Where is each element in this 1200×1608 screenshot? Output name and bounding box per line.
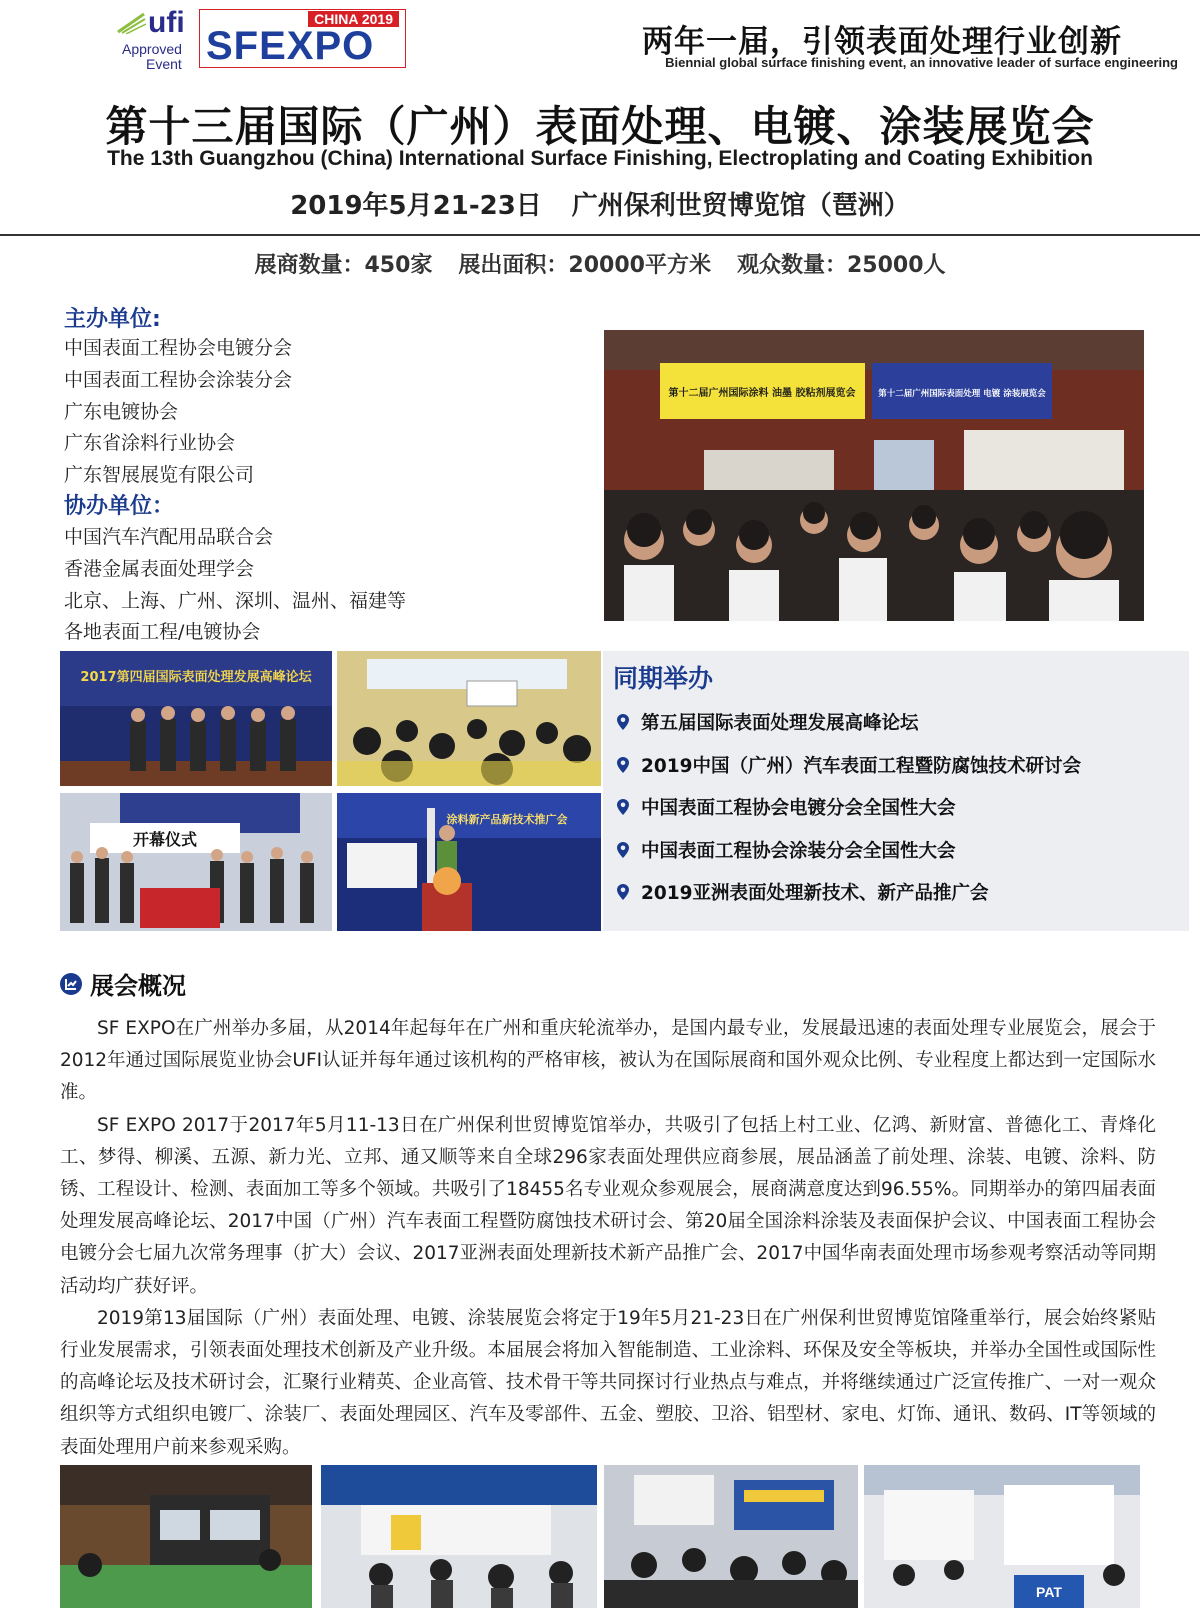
exhibition-title-chinese: 第十三届国际（广州）表面处理、电镀、涂装展览会 [105, 102, 1095, 151]
event-name: 第五届国际表面处理发展高峰论坛 [641, 713, 919, 735]
date-venue-line [0, 185, 1200, 222]
overview-heading [60, 966, 186, 1001]
pat-sign-text: PAT [1036, 1584, 1062, 1600]
hall-banner-left-text: 第十二届广州国际涂料 油墨 胶粘剂展览会 [668, 388, 856, 399]
list-item: 中国汽车汽配用品联合会 [64, 526, 274, 548]
exhibition-title-english: The 13th Guangzhou (China) International Surface Finishing, Electroplating and Coating Exhibition [107, 147, 1093, 170]
sfexpo-logo [199, 9, 406, 68]
product-launch-photo [337, 793, 601, 931]
list-item [617, 786, 1081, 829]
concurrent-events-title: 同期举办 [613, 664, 714, 693]
list-item: 香港金属表面处理学会 [64, 557, 255, 580]
chart-trend-icon [60, 973, 82, 995]
event-name: 2019亚洲表面处理新技术、新产品推广会 [641, 883, 989, 905]
forum-group-photo [60, 651, 332, 786]
hall-banner-right-text: 第十二届广州国际表面处理 电镀 涂装展览会 [878, 389, 1046, 399]
list-item: 广东智展展览有限公司 [64, 464, 255, 487]
ufi-swoosh-icon [116, 12, 146, 34]
stat-visitors: 观众数量：25000人 [736, 253, 946, 278]
booth-photo-1 [60, 1465, 312, 1608]
seminar-audience-photo [337, 651, 601, 786]
overview-title: 展会概况 [90, 972, 186, 1000]
location-pin-icon [617, 842, 629, 858]
list-item: 各地表面工程/电镀协会 [64, 621, 261, 644]
stat-area: 展出面积：20000平方米 [458, 253, 711, 278]
ufi-logo-event: Event [146, 56, 182, 72]
list-item [617, 871, 1081, 914]
location-pin-icon [617, 714, 629, 730]
list-item [617, 829, 1081, 872]
stat-exhibitors: 展商数量：450家 [254, 253, 433, 278]
ufi-logo-approved: Approved [122, 41, 182, 57]
list-item: 中国表面工程协会涂装分会 [64, 368, 293, 391]
location-pin-icon [617, 884, 629, 900]
stats-line [0, 248, 1200, 279]
exhibition-venue: 广州保利世贸博览馆（琶洲） [571, 191, 910, 221]
booth-photo-4 [864, 1465, 1140, 1608]
list-item [617, 701, 1081, 744]
exhibition-hall-photo [604, 330, 1144, 621]
forum-banner-text: 2017第四届国际表面处理发展高峰论坛 [80, 670, 312, 685]
overview-paragraph: SF EXPO在广州举办多届，从2014年起每年在广州和重庆轮流举办，是国内最专业，发展最迅速的表面处理专业展览会，展会于2012年通过国际展览业协会UFI认证并每年通过该机构的严格审核，被认为在国际展商和国外观众比例、专业程度上都达到一定国际水准。 [60, 1018, 1156, 1104]
host-organizers-heading: 主办单位: [64, 307, 161, 332]
overview-paragraph: 2019第13届国际（广州）表面处理、电镀、涂装展览会将定于19年5月21-23日在广州保利世贸博览馆隆重举行，展会始终紧贴行业发展需求，引领表面处理技术创新及产业升级。本届展会将加入智能制造、工业涂料、环保及安全等板块，并举办全国性或国际性的高峰论坛及技术研讨会，汇聚行业精英、企业高管、技术骨干等共同探讨行业热点与难点，并将继续通过广泛宣传推广、一对一观众组织等方式组织电镀厂、涂装厂、表面处理园区、汽车及零部件、五金、塑胶、卫浴、铝型材、家电、灯饰、通讯、数码、IT等领域的表面处理用户前来参观采购。 [60, 1307, 1156, 1458]
sfexpo-wordmark: SFEXPO [206, 24, 375, 68]
list-item [617, 744, 1081, 787]
ufi-logo-text: ufi [148, 6, 185, 39]
list-item: 北京、上海、广州、深圳、温州、福建等 [64, 589, 407, 612]
list-item: 中国表面工程协会电镀分会 [64, 337, 293, 359]
slogan-english: Biennial global surface finishing event, an innovative leader of surface engineering [665, 55, 1178, 70]
opening-ceremony-photo [60, 793, 332, 931]
location-pin-icon [617, 757, 629, 773]
ceremony-sign-text: 开幕仪式 [132, 830, 198, 849]
event-name: 2019中国（广州）汽车表面工程暨防腐蚀技术研讨会 [641, 755, 1081, 777]
overview-body [60, 1013, 1156, 1464]
booth-photo-3 [604, 1465, 858, 1608]
header-divider [0, 234, 1200, 236]
exhibition-date: 2019年5月21-23日 [290, 191, 542, 221]
ufi-approved-logo [116, 8, 192, 70]
concurrent-events-panel [603, 651, 1189, 931]
sfexpo-year-badge: CHINA 2019 [308, 11, 399, 27]
co-organizers-list [64, 522, 406, 649]
co-organizers-heading: 协办单位： [64, 494, 175, 519]
list-item: 广东电镀协会 [64, 400, 179, 423]
location-pin-icon [617, 799, 629, 815]
event-name: 中国表面工程协会涂装分会全国性大会 [641, 840, 956, 862]
launch-banner-text: 涂料新产品新技术推广会 [446, 813, 568, 826]
host-organizers-list [64, 333, 292, 492]
slogan-chinese: 两年一届，引领表面处理行业创新 [642, 24, 1122, 60]
overview-paragraph: SF EXPO 2017于2017年5月11-13日在广州保利世贸博览馆举办，共吸引了包括上村工业、亿鸿、新财富、普德化工、青烽化工、梦得、柳溪、五源、新力光、立邦、通又顺等来自全球296家表面处理供应商参展，展品涵盖了前处理、涂装、电镀、涂料、防锈、工程设计、检测、表面加工等多个领域。共吸引了18455名专业观众参观展会，展商满意度达到96.55%。同期举办的第四届表面处理发展高峰论坛、2017中国（广州）汽车表面工程暨防腐蚀技术研讨会、第20届全国涂料涂装及表面保护会议、中国表面工程协会电镀分会七届九次常务理事（扩大）会议、2017亚洲表面处理新技术新产品推广会、2017中国华南表面处理市场参观考察活动等同期活动均广获好评。 [60, 1114, 1156, 1297]
event-name: 中国表面工程协会电镀分会全国性大会 [641, 798, 956, 820]
concurrent-events-list [617, 701, 1081, 914]
booth-photo-2 [321, 1465, 597, 1608]
list-item: 广东省涂料行业协会 [64, 432, 236, 455]
